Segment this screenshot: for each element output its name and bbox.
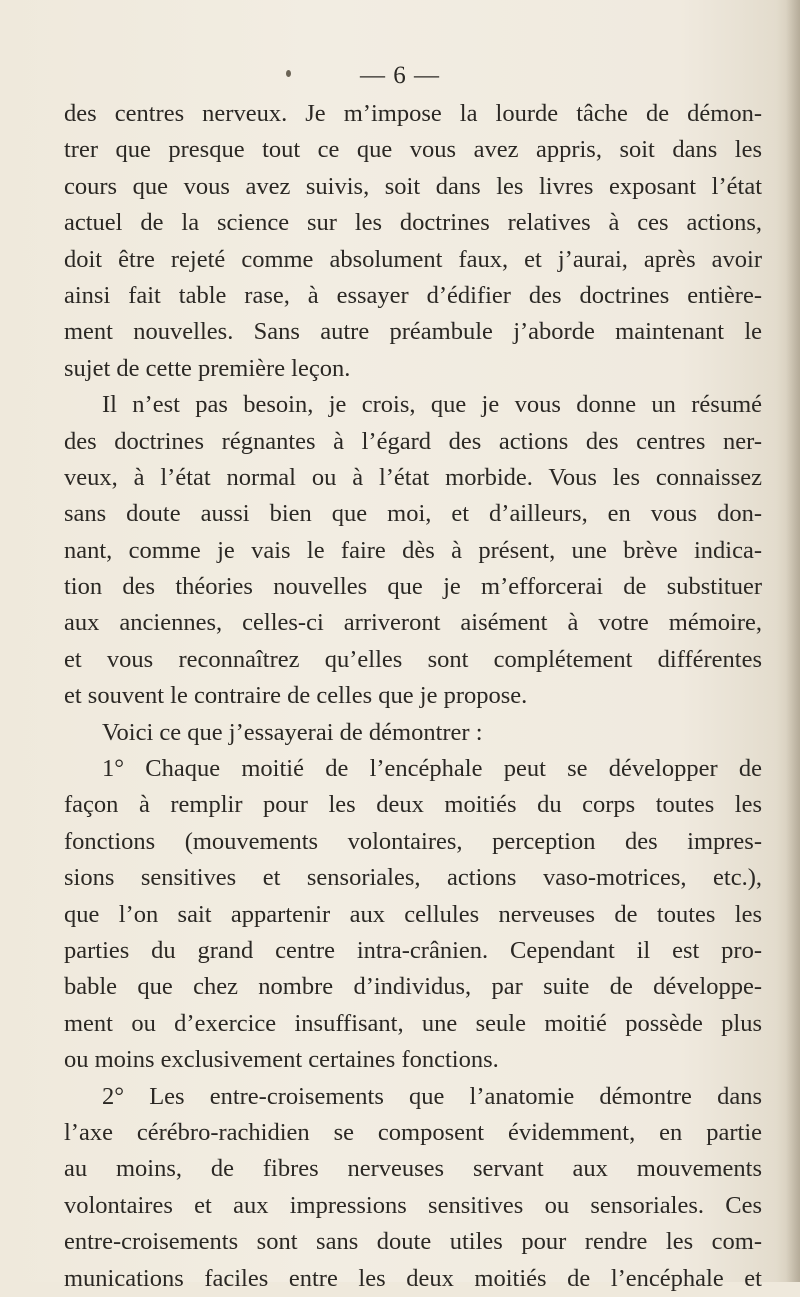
text-line: aux anciennes, celles-ci arriveront aisément à votre mémoire, (64, 609, 762, 637)
text-line: que l’on sait appartenir aux cellules nerveuses de toutes les (64, 900, 762, 928)
text-line: tion des théories nouvelles que je m’efforcerai de substituer (64, 573, 762, 601)
text-line: parties du grand centre intra-crânien. Cependant il est pro- (64, 936, 762, 964)
text-line: sions sensitives et sensoriales, actions vaso-motrices, etc.), (64, 864, 762, 892)
text-line: fonctions (mouvements volontaires, perception des impres- (64, 827, 762, 855)
text-line: et vous reconnaîtrez qu’elles sont complétement différentes (64, 645, 762, 673)
page-edge-shadow (786, 0, 800, 1282)
text-line: sans doute aussi bien que moi, et d’ailleurs, en vous don- (64, 500, 762, 528)
text-line: ainsi fait table rase, à essayer d’édifier des doctrines entière- (64, 281, 762, 309)
text-line: ment ou d’exercice insuffisant, une seule moitié possède plus (64, 1009, 762, 1037)
page-number: — 6 — (360, 62, 440, 89)
body-text (64, 96, 762, 1297)
text-line: des doctrines régnantes à l’égard des actions des centres ner- (64, 427, 762, 455)
text-line: volontaires et aux impressions sensitives ou sensoriales. Ces (64, 1191, 762, 1219)
text-line: au moins, de fibres nerveuses servant aux mouvements (64, 1155, 762, 1183)
text-line: des centres nerveux. Je m’impose la lourde tâche de démon- (64, 100, 762, 127)
text-line: ment nouvelles. Sans autre préambule j’aborde maintenant le (64, 318, 762, 346)
text-line: sujet de cette première leçon. (64, 354, 351, 382)
paragraph-start: Il n’est pas besoin, je crois, que je vous donne un résumé (102, 391, 762, 419)
paragraph-start: 2° Les entre-croisements que l’anatomie démontre dans (102, 1082, 762, 1110)
text-line: trer que presque tout ce que vous avez appris, soit dans les (64, 136, 762, 164)
text-line: bable que chez nombre d’individus, par suite de développe- (64, 973, 762, 1001)
text-line: l’axe cérébro-rachidien se composent évidemment, en partie (64, 1118, 762, 1146)
text-line: façon à remplir pour les deux moitiés du corps toutes les (64, 791, 762, 819)
text-line: veux, à l’état normal ou à l’état morbide. Vous les connaissez (64, 463, 762, 491)
paragraph-start: 1° Chaque moitié de l’encéphale peut se développer de (102, 755, 762, 783)
text-line: et souvent le contraire de celles que je propose. (64, 682, 528, 710)
text-line: munications faciles entre les deux moitiés de l’encéphale et (64, 1264, 762, 1292)
text-line: nant, comme je vais le faire dès à présent, une brève indica- (64, 536, 762, 564)
text-line: entre-croisements sont sans doute utiles pour rendre les com- (64, 1228, 762, 1256)
text-line: doit être rejeté comme absolument faux, et j’aurai, après avoir (64, 245, 762, 273)
text-line: actuel de la science sur les doctrines relatives à ces actions, (64, 209, 762, 237)
text-line: ou moins exclusivement certaines fonctions. (64, 1046, 499, 1074)
text-line: cours que vous avez suivis, soit dans les livres exposant l’état (64, 172, 762, 200)
paragraph-start: Voici ce que j’essayerai de démontrer : (102, 718, 483, 746)
